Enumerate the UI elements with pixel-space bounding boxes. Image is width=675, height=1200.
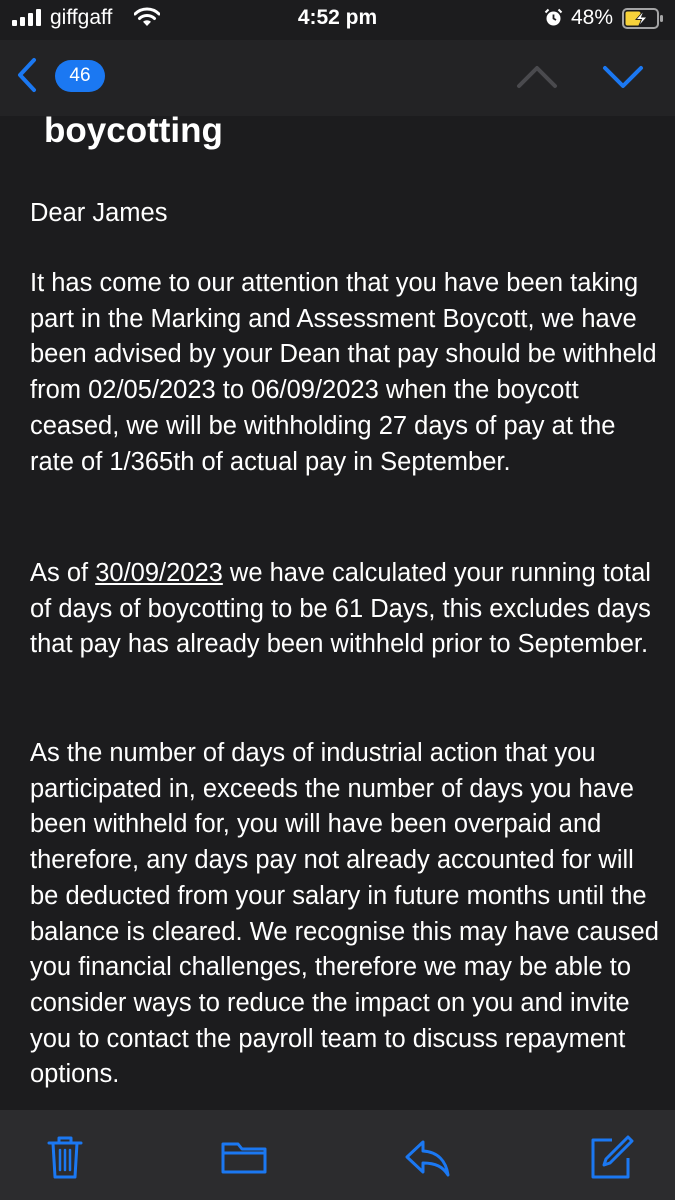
battery-percentage: 48% (571, 6, 614, 29)
date-link[interactable]: 30/09/2023 (95, 559, 223, 587)
carrier-name: giffgaff (50, 6, 113, 29)
paragraph-prefix: As of (30, 559, 96, 587)
status-time: 4:52 pm (297, 6, 378, 29)
message-body (0, 116, 675, 1110)
alarm-clock-icon (544, 8, 563, 27)
battery-charging-icon (622, 8, 664, 29)
paragraph-rest: we have calculated your running total of days of boycotting to be 61 Days, this excludes days that pay has already been withheld prior to September. (30, 559, 651, 659)
paragraph-withholding: It has come to our attention that you have been taking part in the Marking and Assessment Boycott, we have been advised by your Dean that pay should be withheld from 02/05/2023 to 06/09/2023 when the boycott ceased, we will be withholding 27 days of pay at the rate of 1/365th of actual pay in September. (30, 269, 657, 476)
chevron-down-icon[interactable] (600, 62, 646, 92)
compose-icon[interactable] (588, 1134, 634, 1180)
chevron-up-icon[interactable] (514, 62, 560, 92)
status-bar (0, 0, 675, 38)
reply-icon[interactable] (403, 1134, 451, 1180)
chevron-left-icon[interactable] (12, 55, 42, 95)
unread-count-badge[interactable]: 46 (55, 60, 105, 92)
folder-icon[interactable] (220, 1134, 268, 1180)
mail-nav-bar (0, 40, 675, 116)
message-subject: boycotting (44, 116, 223, 150)
greeting: Dear James (30, 199, 168, 227)
mail-toolbar (0, 1110, 675, 1200)
trash-icon[interactable] (46, 1134, 84, 1180)
paragraph-overpayment: As the number of days of industrial action that you participated in, exceeds the number of days you have been withheld for, you will have been overpaid and therefore, any days pay not already accounted for will be deducted from your salary in future months until the balance is cleared. We recognise this may have caused you financial challenges, therefore we may be able to consider ways to reduce the impact on you and invite you to contact the payroll team to discuss repayment options. (30, 739, 659, 1089)
paragraph-running-total (30, 556, 660, 663)
